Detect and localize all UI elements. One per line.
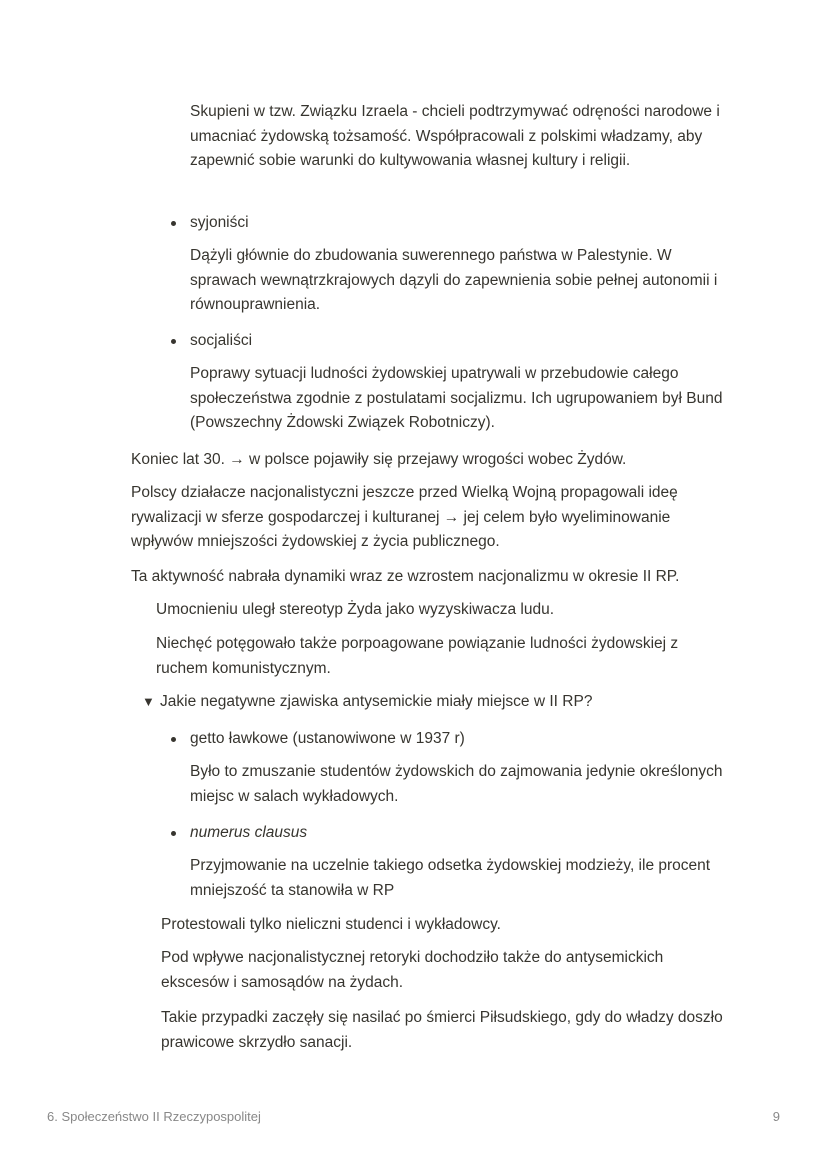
paragraph-getto-lawkowe: Było to zmuszanie studentów żydowskich do zajmowania jedynie określonych miejsc w salach wykładowych. — [190, 763, 723, 805]
paragraph-umocnieniu: Umocnieniu uległ stereotyp Żyda jako wyzyskiwacza ludu. — [156, 601, 555, 618]
paragraph-takie-przypadki: Takie przypadki zaczęły się nasilać po śmierci Piłsudskiego, gdy do władzy doszło prawicowe skrzydło sanacji. — [161, 1009, 723, 1051]
bullet-dot-icon — [171, 339, 176, 344]
paragraph-protestowali: Protestowali tylko nieliczni studenci i wykładowcy. — [161, 916, 501, 933]
paragraph-socjalisci: Poprawy sytuacji ludności żydowskiej upatrywali w przebudowie całego społeczeństwa zgodnie z postulatami socjalizmu. Ich ugrupowaniem był Bund (Powszechny Żdowski Związek Robotniczy). — [190, 365, 723, 431]
list-item-label: syjoniści — [190, 214, 249, 231]
paragraph-polscy-dzialacze: Polscy działacze nacjonalistyczni jeszcze przed Wielką Wojną propagowali ideę rywalizacji w sferze gospodarczej i kulturanej → jej celem było wyeliminowanie wpływów mniejszości żydowskiej z życia publicznego. — [131, 484, 678, 550]
bullet-dot-icon — [171, 221, 176, 226]
bullet-dot-icon — [171, 737, 176, 742]
paragraph-zwiazek-izraela: Skupieni w tzw. Związku Izraela - chcieli podtrzymywać odręności narodowe i umacniać żydowską tożsamość. Współpracowali z polskimi władzamy, aby zapewnić sobie warunki do kultywowania własnej kultury i religii. — [190, 103, 720, 169]
paragraph-syjonisci: Dążyli głównie do zbudowania suwerennego państwa w Palestynie. W sprawach wewnątrzkrajowych dązyli do zapewnienia sobie pełnej autonomii i równouprawnienia. — [190, 247, 718, 313]
paragraph-retoryka: Pod wpływe nacjonalistycznej retoryki dochodziło także do antysemickich ekscesów i samosądów na żydach. — [161, 949, 664, 991]
list-item-label: numerus clausus — [190, 824, 308, 841]
toggle-label: Jakie negatywne zjawiska antysemickie miały miejsce w II RP? — [160, 693, 593, 710]
paragraph-aktywnosc: Ta aktywność nabrała dynamiki wraz ze wzrostem nacjonalizmu w okresie II RP. — [131, 568, 680, 585]
paragraph-niechec: Niechęć potęgowało także porpoagowane powiązanie ludności żydowskiej z ruchem komunistycznym. — [156, 635, 679, 677]
footer-page-number: 9 — [772, 1109, 780, 1124]
footer-document-title: 6. Społeczeństwo II Rzeczypospolitej — [47, 1109, 261, 1124]
paragraph-numerus-clausus: Przyjmowanie na uczelnie takiego odsetka żydowskiej modzieży, ile procent mniejszość ta stanowiła w RP — [190, 857, 711, 899]
bullet-dot-icon — [171, 831, 176, 836]
list-item-label: socjaliści — [190, 332, 253, 349]
paragraph-koniec-lat-30: Koniec lat 30. → w polsce pojawiły się przejawy wrogości wobec Żydów. — [131, 451, 627, 468]
toggle-triangle-down-icon[interactable]: ▼ — [142, 694, 155, 709]
list-item-label: getto ławkowe (ustanowiwone w 1937 r) — [190, 730, 465, 747]
